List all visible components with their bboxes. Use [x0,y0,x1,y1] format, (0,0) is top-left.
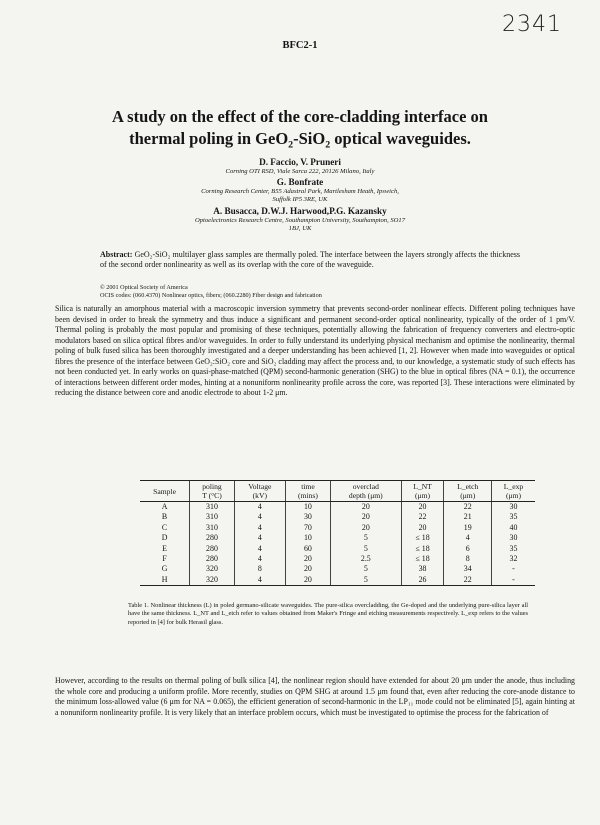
publication-info [100,284,530,300]
table-cell: 34 [444,564,491,574]
header-line: (μm) [505,491,521,500]
table-cell: 320 [190,564,235,574]
table-cell: 4 [234,575,285,586]
table-cell: 10 [285,502,330,513]
header-line: (kV) [252,491,267,500]
affiliation-line: Corning Research Center, B55 Adastral Park, Martlesham Heath, Ipswich, [201,188,399,196]
header-line: L_NT [413,482,432,491]
author-affiliation: Corning OTI RSD, Viale Sarca 222, 20126 Milano, Italy [225,168,375,175]
table-cell: 20 [285,554,330,564]
table-cell: 19 [444,523,491,533]
header-line: T (°C) [202,491,222,500]
table-header-cell [140,481,190,502]
author-affiliation [60,217,540,233]
header-line: (mins) [298,491,318,500]
author-block [60,157,540,234]
table-cell: G [161,564,168,574]
table-cell: 2.5 [331,554,402,564]
table-cell: 38 [401,564,444,574]
table-cell: 5 [331,564,402,574]
title-line-1: A study on the effect of the core-cladding interface on [112,107,488,126]
table-cell: 35 [491,512,535,522]
abstract-text: GeO₂-SiO₂ multilayer glass samples are thermally poled. The interface between the layers strongly affects the thickness of the second order nonlinearity as well as its overlap with the core of the waveguide. [100,250,520,270]
table-cell: B [161,512,168,522]
table-cell: 4 [234,544,285,554]
table-row [140,502,535,513]
author-names: G. Bonfrate [276,177,324,188]
table-header-cell [401,481,444,502]
table-cell: F [162,554,167,564]
author-names: A. Busacca, D.W.J. Harwood,P.G. Kazansky [213,205,387,216]
table-cell: 21 [444,512,491,522]
table-cell: 310 [190,512,235,522]
table-cell: 22 [401,512,444,522]
table-cell: 70 [285,523,330,533]
table-cell: 280 [190,544,235,554]
table-header-row [140,481,535,502]
header-line: L_exp [503,482,524,491]
affiliation-line: Optoelectronics Research Centre, Southampton University, Southampton, SO17 [194,216,406,224]
table-cell: 8 [234,564,285,574]
table-caption: Table 1. Nonlinear thickness (L) in poled germano-silicate waveguides. The pure-silica overcladding, the Ge-doped and the underlying pure-silica layer all have the same thickness. L_NT and L_etch refer to values obtained from Maker's Fringe and etching measurements respectively. L_exp refers to the values reported in [4] for bulk Herasil glass. [128,602,528,626]
table-row [140,564,535,574]
table-header-cell [331,481,402,502]
table-cell: 5 [331,575,402,586]
header-line: depth (μm) [348,491,383,500]
author-affiliation [60,188,540,204]
table-cell: 40 [491,523,535,533]
table-cell: H [140,575,190,586]
header-line: Voltage [248,482,272,491]
table-cell: 280 [190,533,235,543]
table-header-cell [285,481,330,502]
table-cell: 30 [491,502,535,513]
table-row [140,533,535,543]
ocis-codes: OCIS codes: (060.4370) Nonlinear optics, fibers; (060.2280) Fiber design and fabrication [100,292,322,299]
table-body [140,502,535,586]
table-cell: 4 [234,502,285,513]
body-paragraph: However, according to the results on thermal poling of bulk silica [4], the nonlinear region should have extended for about 20 μm under the anode, thus including the whole core and producing a uniform profile. More recently, studies on QPM SHG at around 1.5 μm found that, even after reducing the core-anode distance to the minimum loss-allowed value (6 μm for NA = 0.065), the efficient generation of second-harmonic in the LP₁₁ mode could not be eliminated [5], again hinting at a nonuniform nonlinearity profile. It is very likely that an interface problem occurs, which must be investigated to optimise the process for the fabrication of [55,676,575,717]
table-cell: 20 [331,512,402,522]
table-row [140,575,535,586]
table-cell: 20 [331,523,402,533]
table-cell: 30 [285,512,330,522]
table-cell: 35 [491,544,535,554]
table-cell: 4 [444,533,491,543]
table-cell: 4 [234,523,285,533]
table-row [140,523,535,533]
header-line: Sample [153,486,176,496]
table-header-cell [491,481,535,502]
table-cell: 310 [190,502,235,513]
header-line: poling [202,482,222,491]
table-cell: ≤ 18 [401,554,444,564]
table-cell: 5 [331,533,402,543]
table-cell: 4 [234,512,285,522]
table-cell: 20 [285,575,330,586]
table-row [140,544,535,554]
handwritten-page-number: 2341 [502,12,562,37]
table-header-cell [190,481,235,502]
table-cell: 4 [234,554,285,564]
header-line: (μm) [415,491,431,500]
abstract [100,250,520,271]
table-cell: 320 [190,575,235,586]
table-cell: 60 [285,544,330,554]
paper-title [40,106,560,150]
table-cell: 310 [190,523,235,533]
table-cell: C [161,522,168,532]
table-header-cell [234,481,285,502]
table-cell: 26 [401,575,444,586]
abstract-label: Abstract: [100,250,133,259]
affiliation-line: 1BJ, UK [288,224,312,232]
table-cell: 8 [444,554,491,564]
header-line: overclad [352,482,379,491]
table-cell: ≤ 18 [401,544,444,554]
affiliation-line: Suffolk IP5 3RE, UK [272,196,328,204]
table-cell: ≤ 18 [401,533,444,543]
table-cell: 280 [190,554,235,564]
table-cell: - [491,575,535,586]
table-cell: 6 [444,544,491,554]
table-cell: 22 [444,502,491,513]
table-cell: 30 [491,533,535,543]
table-row [140,512,535,522]
title-line-2: thermal poling in GeO₂-SiO₂ optical waveguides. [129,129,471,148]
results-table [140,480,535,586]
table-row [140,554,535,564]
body-paragraph: Silica is naturally an amorphous material with a macroscopic inversion symmetry that prevents second-order nonlinear effects. Different poling techniques have been devised in order to break the symmetry and thus induce a significant and permanent second-order optical nonlinearity, typically of the order of 1 pm/V. Thermal poling is probably the most popular and promising of these techniques, potentially allowing the fabrication of frequency converters and electro-optic modulators based on silica optical fibres and/or waveguides. In order to fully understand its underlying physical mechanism and optimise the nonlinearity, thermal poling of bulk fused silica has been thoroughly investigated and a deeper understanding has been achieved [1, 2]. However when made into waveguides or optical fibres the presence of the interface between GeO₂:SiO₂ core and SiO₂ cladding may affect the process and, to our knowledge, a systematic study of such effects has not been conducted yet. In early works on quasi-phase-matched (QPM) second-harmonic generation (SHG) to the blue in optical fibres (NA = 0.1), the occurrence of interactions between different order modes, hinting at a nonuniform nonlinearity profile across the core, was reported [3]. These interactions were eliminated by reducing the distance between core and anodic electrode to about 1-2 μm. [55,304,575,397]
table-cell: A [161,502,168,511]
table-cell: 5 [331,544,402,554]
table-cell: - [491,564,535,574]
table-cell: 22 [444,575,491,586]
table-cell: D [161,533,168,543]
paper-code: BFC2-1 [282,40,318,51]
author-names: D. Faccio, V. Pruneri [259,157,341,167]
table-cell: 20 [401,502,444,513]
table-cell: 10 [285,533,330,543]
table-cell: 20 [401,523,444,533]
table-cell: 20 [285,564,330,574]
header-line: time [301,482,315,491]
table-cell: 32 [491,554,535,564]
header-line: (μm) [460,491,476,500]
header-line: L_etch [457,482,479,491]
table-cell: 20 [331,502,402,513]
table-header-cell [444,481,491,502]
copyright-notice: © 2001 Optical Society of America [100,284,188,291]
table-cell: 4 [234,533,285,543]
table-cell: E [162,543,167,553]
